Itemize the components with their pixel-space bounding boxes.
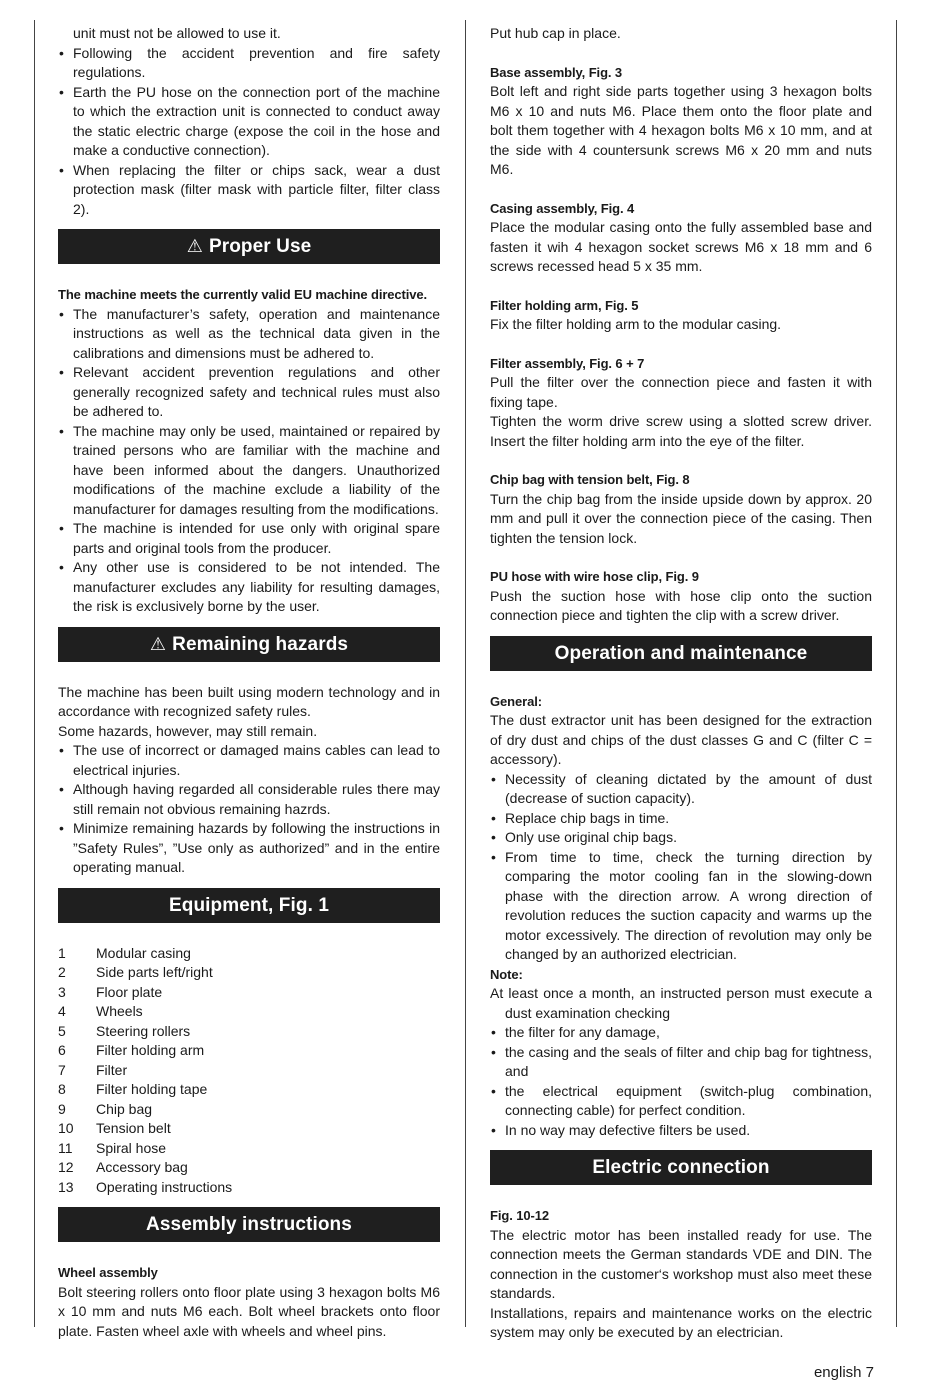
continued-text: unit must not be allowed to use it. [73, 25, 281, 41]
list-item: • the electrical equipment (switch-plug combination, connecting cable) for perfect condition. [490, 1082, 872, 1121]
list-item: • The manufacturer’s safety, operation and maintenance instructions as well as the technical data given in the calibrations and dimensions must be adhered to. [58, 305, 440, 364]
equipment-item [58, 1041, 440, 1061]
item-number: 5 [58, 1022, 66, 1039]
paragraph: Tighten the worm drive screw using a slotted screw driver. Insert the filter holding arm into the eye of the filter. [490, 413, 872, 449]
list-item: • Relevant accident prevention regulations and other generally recognized safety and technical rules must also be adhered to. [58, 363, 440, 422]
item-number: 7 [58, 1061, 66, 1078]
item-label: Wheels [96, 1003, 143, 1019]
subheading: Casing assembly, Fig. 4 [490, 200, 635, 216]
equipment-item [58, 983, 440, 1003]
paragraph: Bolt steering rollers onto floor plate using 3 hexagon bolts M6 x 10 mm and nuts M6 each. Bolt wheel brackets onto floor plate. Fasten wheel axle with wheels and wheel pins. [58, 1283, 440, 1339]
list-item: • the casing and the seals of filter and chip bag for tightness, and [490, 1043, 872, 1082]
paragraph: Fix the filter holding arm to the modular casing. [490, 316, 782, 332]
warning-triangle-icon: ⚠ [186, 236, 203, 256]
paragraph: Installations, repairs and maintenance works on the electric system may only be executed by an electrician. [490, 1304, 872, 1340]
paragraph: Push the suction hose with hose clip onto the suction connection piece and tighten the clip with a screw driver. [490, 587, 872, 623]
item-number: 10 [58, 1120, 74, 1136]
section-title: Operation and maintenance [554, 642, 808, 664]
equipment-item [58, 1080, 440, 1100]
equipment-item [58, 1100, 440, 1120]
item-label: Tension belt [96, 1120, 171, 1136]
paragraph: Put hub cap in place. [490, 25, 621, 41]
equipment-item [58, 1158, 440, 1178]
item-number: 12 [58, 1159, 74, 1175]
item-label: Chip bag [96, 1100, 153, 1117]
list-item: • From time to time, check the turning direction by comparing the motor cooling fan in the slowing-down phase with the direction arrow. A wrong direction of revolution reduces the suction capacity and warms up the motor excessively. The direction of revolution may only be changed by an authorized electrician. [490, 848, 872, 965]
center-column-rule [465, 20, 466, 1327]
paragraph: Turn the chip bag from the inside upside down by approx. 20 mm and pull it over the connection piece of the casing. Then tighten the tension lock. [490, 490, 872, 546]
paragraph: Pull the filter over the connection piece and fasten it with fixing tape. [490, 374, 872, 410]
right-margin-rule [896, 20, 897, 1327]
equipment-item [58, 963, 440, 983]
paragraph: Some hazards, however, may still remain. [58, 722, 318, 739]
item-label: Filter holding arm [96, 1042, 205, 1058]
subheading: Filter assembly, Fig. 6 + 7 [490, 355, 645, 371]
section-title: Assembly instructions [146, 1214, 352, 1235]
item-label: Steering rollers [96, 1022, 191, 1039]
list-item: • Earth the PU hose on the connection port of the machine to which the extraction unit is connected to conduct away the static electric charge (expose the coil in the hose and make a conductive connection). [58, 83, 440, 161]
list-item: • The machine may only be used, maintained or repaired by trained persons who are familiar with the machine and have been informed about the dangers. Unauthorized modifications of the machine exclude a liability of the manufacturer for damages resulting from the modifications. [58, 422, 440, 520]
section-title: Remaining hazards [172, 633, 349, 655]
section-header-assembly [58, 1207, 440, 1242]
item-label: Side parts left/right [96, 964, 213, 980]
list-item: • Only use original chip bags. [490, 828, 872, 848]
list-item: • Following the accident prevention and fire safety regulations. [58, 44, 440, 83]
paragraph: The electric motor has been installed ready for use. The connection meets the German standards VDE and DIN. The connection in the customer‘s workshop must also meet these standards. [490, 1226, 872, 1301]
subheading: Filter holding arm, Fig. 5 [490, 297, 639, 313]
warning-triangle-icon: ⚠ [149, 633, 167, 654]
equipment-item [58, 1022, 440, 1042]
list-item: • Although having regarded all considerable rules there may still remain not obvious remaining hazrds. [58, 780, 440, 819]
left-margin-rule [34, 20, 35, 1327]
paragraph: The dust extractor unit has been designed for the extraction of dry dust and chips of the dust classes G and C (filter C = accessory). [490, 712, 872, 767]
item-label: Accessory bag [96, 1159, 188, 1175]
item-label: Filter [96, 1061, 128, 1078]
section-header-electric [490, 1150, 872, 1185]
item-number: 9 [58, 1100, 66, 1117]
equipment-item [58, 1061, 440, 1081]
item-number: 11 [58, 1139, 73, 1156]
section-header-equipment [58, 888, 440, 923]
item-number: 8 [58, 1081, 66, 1097]
item-label: Floor plate [96, 983, 163, 1000]
section-header-operation [490, 636, 872, 671]
section-title: Electric connection [592, 1157, 770, 1178]
subheading: General: [490, 693, 542, 709]
list-item: • When replacing the filter or chips sack, wear a dust protection mask (filter mask with particle filter, filter class 2). [58, 161, 440, 220]
subheading: Fig. 10-12 [490, 1208, 549, 1223]
right-column [490, 24, 872, 1343]
item-label: Operating instructions [96, 1178, 233, 1195]
equipment-item [58, 1139, 440, 1159]
item-number: 1 [58, 944, 66, 961]
paragraph: Bolt left and right side parts together using 3 hexagon bolts M6 x 10 and nuts M6. Place them onto the floor plate and bolt them together with 4 hexagon bolts M6 x 10 mm, and at the side with 4 countersunk screws M6 x 20 mm and nuts M6. [490, 83, 872, 177]
list-item: • Any other use is considered to be not intended. The manufacturer excludes any liability for resulting damages, the risk is exclusively borne by the user. [58, 558, 440, 617]
item-number: 3 [58, 983, 66, 1000]
item-label: Filter holding tape [96, 1081, 208, 1097]
equipment-item [58, 1002, 440, 1022]
page-number: english 7 [813, 1364, 874, 1381]
paragraph: Place the modular casing onto the fully assembled base and fasten it wih 4 hexagon socket screws M6 x 18 mm and 6 screws recessed head 5 x 35 mm. [490, 219, 872, 274]
equipment-list [58, 944, 440, 1198]
subheading: Note: [490, 966, 523, 982]
item-number: 13 [58, 1178, 74, 1195]
paragraph: The machine has been built using modern technology and in accordance with recognized safety rules. [58, 683, 440, 719]
list-item: • In no way may defective filters be used. [490, 1121, 872, 1141]
item-label: Modular casing [96, 944, 191, 961]
proper-use-lead: The machine meets the currently valid EU machine directive. [58, 287, 428, 302]
list-item: • the filter for any damage, [490, 1023, 872, 1043]
item-label: Spiral hose [96, 1139, 167, 1156]
left-column [58, 24, 440, 1341]
item-number: 4 [58, 1003, 66, 1019]
item-number: 2 [58, 964, 66, 980]
list-item: • Necessity of cleaning dictated by the amount of dust (decrease of suction capacity). [490, 770, 872, 809]
equipment-item [58, 1178, 440, 1198]
subheading: PU hose with wire hose clip, Fig. 9 [490, 569, 699, 584]
equipment-item [58, 944, 440, 964]
section-title: Proper Use [208, 236, 312, 257]
paragraph: At least once a month, an instructed person must execute a dust examination checking [490, 985, 872, 1021]
equipment-item [58, 1119, 440, 1139]
subheading: Wheel assembly [58, 1265, 158, 1280]
subheading: Base assembly, Fig. 3 [490, 64, 623, 80]
subheading: Chip bag with tension belt, Fig. 8 [490, 472, 690, 487]
item-number: 6 [58, 1042, 66, 1058]
section-header-remaining-hazards [58, 627, 440, 662]
section-title: Equipment, Fig. 1 [168, 894, 330, 916]
section-header-proper-use [58, 229, 440, 264]
list-item: • The use of incorrect or damaged mains cables can lead to electrical injuries. [58, 741, 440, 780]
list-item: • Minimize remaining hazards by following the instructions in ”Safety Rules”, ”Use only as authorized” and in the entire operating manual. [58, 819, 440, 878]
list-item: • The machine is intended for use only with original spare parts and original tools from the producer. [58, 519, 440, 558]
list-item: • Replace chip bags in time. [490, 809, 872, 829]
